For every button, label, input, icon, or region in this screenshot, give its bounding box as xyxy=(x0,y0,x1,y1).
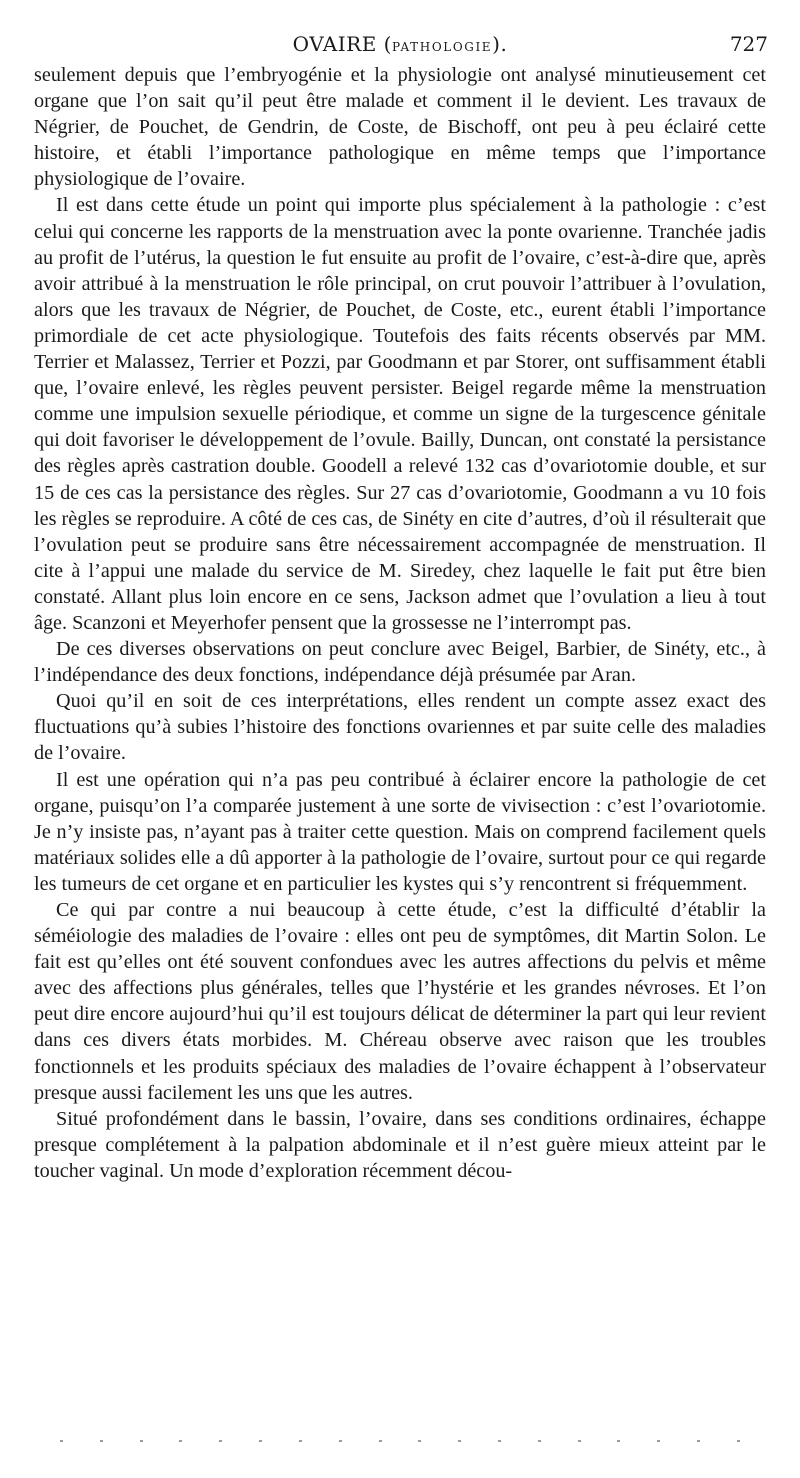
scan-mark xyxy=(60,1440,63,1442)
scan-mark xyxy=(179,1440,182,1442)
scan-mark xyxy=(299,1440,302,1442)
paragraph-5: Il est une opération qui n’a pas peu contribué à éclairer encore la pathologie de cet organe, puisqu’on l’a comparée justement à une sorte de vivisection : c’est l’ovariotomie. Je n’y insiste pas, n’ayant pas à traiter cette question. Mais on comprend facilement quels matériaux solides elle a dû apporter à la pathologie de l’ovaire, surtout pour ce qui regarde les tumeurs de cet organe et en particulier les kystes qui s’y rencontrent si fréquemment. xyxy=(34,768,766,895)
page-number: 727 xyxy=(729,32,768,56)
scan-mark xyxy=(578,1440,581,1442)
paragraph-2: Il est dans cette étude un point qui importe plus spécialement à la pathologie : c’est celui qui concerne les rapports de la menstruation avec la ponte ovarienne. Tranchée jadis au profit de l’utérus, la question le fut ensuite au profit de l’ovaire, c’est-à-dire que, après avoir attribué à la menstruation le rôle principal, on crut pouvoir l’attribuer à l’ovulation, alors que les travaux de Négrier, de Pouchet, de Coste, etc., eurent établi l’importance primordiale de cet acte physiologique. Toutefois des faits récents observés par MM. Terrier et Malassez, Terrier et Pozzi, par Goodmann et par Storer, ont suffisamment établi que, l’ovaire enlevé, les règles peuvent persister. Beigel regarde même la menstruation comme une impulsion sexuelle périodique, et comme un signe de la turgescence génitale qui doit favoriser le développement de l’ovule. Bailly, Duncan, ont constaté la persistance des règles après castration double. Goodell a relevé 132 cas d’ovariotomie double, et sur 15 de ces cas la persistance des règles. Sur 27 cas d’ovariotomie, Goodmann a vu 10 fois les règles se reproduire. A côté de ces cas, de Sinéty en cite d’autres, d’où il résulterait que l’ovulation peut se produire sans être nécessairement accompagnée de menstruation. Il cite à l’appui une malade du service de M. Siredey, chez laquelle le fait put être bien constaté. Allant plus loin encore en ce sens, Jackson admet que l’ovulation a lieu à tout âge. Scanzoni et Meyerhofer pensent que la grossesse ne l’interrompt pas. xyxy=(34,194,766,634)
running-title-main: OVAIRE ( xyxy=(292,32,392,56)
scan-mark xyxy=(379,1440,382,1442)
scan-mark xyxy=(259,1440,262,1442)
body-text xyxy=(34,62,766,1184)
scan-mark xyxy=(418,1440,421,1442)
running-head xyxy=(32,32,768,56)
paragraph-6: Ce qui par contre a nui beaucoup à cette étude, c’est la difficulté d’établir la séméiologie des maladies de l’ovaire : elles ont peu de symptômes, dit Martin Solon. Le fait est qu’elles ont été souvent confondues avec les autres affections du pelvis et même avec des affections plus générales, telles que l’hystérie et les grandes névroses. Et l’on peut dire encore aujourd’hui qu’il est toujours délicat de déterminer la part qui leur revient dans ces divers états morbides. M. Chéreau observe avec raison que les troubles fonctionnels et les produits spéciaux des maladies de l’ovaire échappent à l’observateur presque aussi facilement les uns que les autres. xyxy=(34,899,766,1104)
paragraph-1: seulement depuis que l’embryogénie et la physiologie ont analysé minutieusement cet organe que l’on sait qu’il peut être malade et comment il le devient. Les travaux de Négrier, de Pouchet, de Gendrin, de Coste, de Bischoff, ont peu à peu éclairé cette histoire, et établi l’importance pathologique en même temps que l’importance physiologique de l’ovaire. xyxy=(34,64,766,191)
scan-mark xyxy=(140,1440,143,1442)
scan-footer-marks xyxy=(60,1436,740,1446)
scan-mark xyxy=(458,1440,461,1442)
scan-mark xyxy=(498,1440,501,1442)
scan-mark xyxy=(100,1440,103,1442)
paragraph-3: De ces diverses observations on peut conclure avec Beigel, Barbier, de Sinéty, etc., à l’indépendance des deux fonctions, indépendance déjà présumée par Aran. xyxy=(34,638,766,687)
scan-mark xyxy=(737,1440,740,1442)
scan-mark xyxy=(697,1440,700,1442)
running-title-end: ). xyxy=(492,32,508,56)
paragraph-7: Situé profondément dans le bassin, l’ovaire, dans ses conditions ordinaires, échappe presque complétement à la palpation abdominale et il n’est guère mieux atteint par le toucher vaginal. Un mode d’exploration récemment décou- xyxy=(34,1107,766,1182)
running-title-smallcaps: PATHOLOGIE xyxy=(391,40,493,54)
scan-mark xyxy=(219,1440,222,1442)
running-title xyxy=(32,32,768,59)
scan-mark xyxy=(657,1440,660,1442)
paragraph-4: Quoi qu’il en soit de ces interprétations, elles rendent un compte assez exact des fluctuations qu’à subies l’histoire des fonctions ovariennes et par suite celle des maladies de l’ovaire. xyxy=(34,690,766,765)
scan-mark xyxy=(339,1440,342,1442)
scan-mark xyxy=(617,1440,620,1442)
scan-mark xyxy=(538,1440,541,1442)
